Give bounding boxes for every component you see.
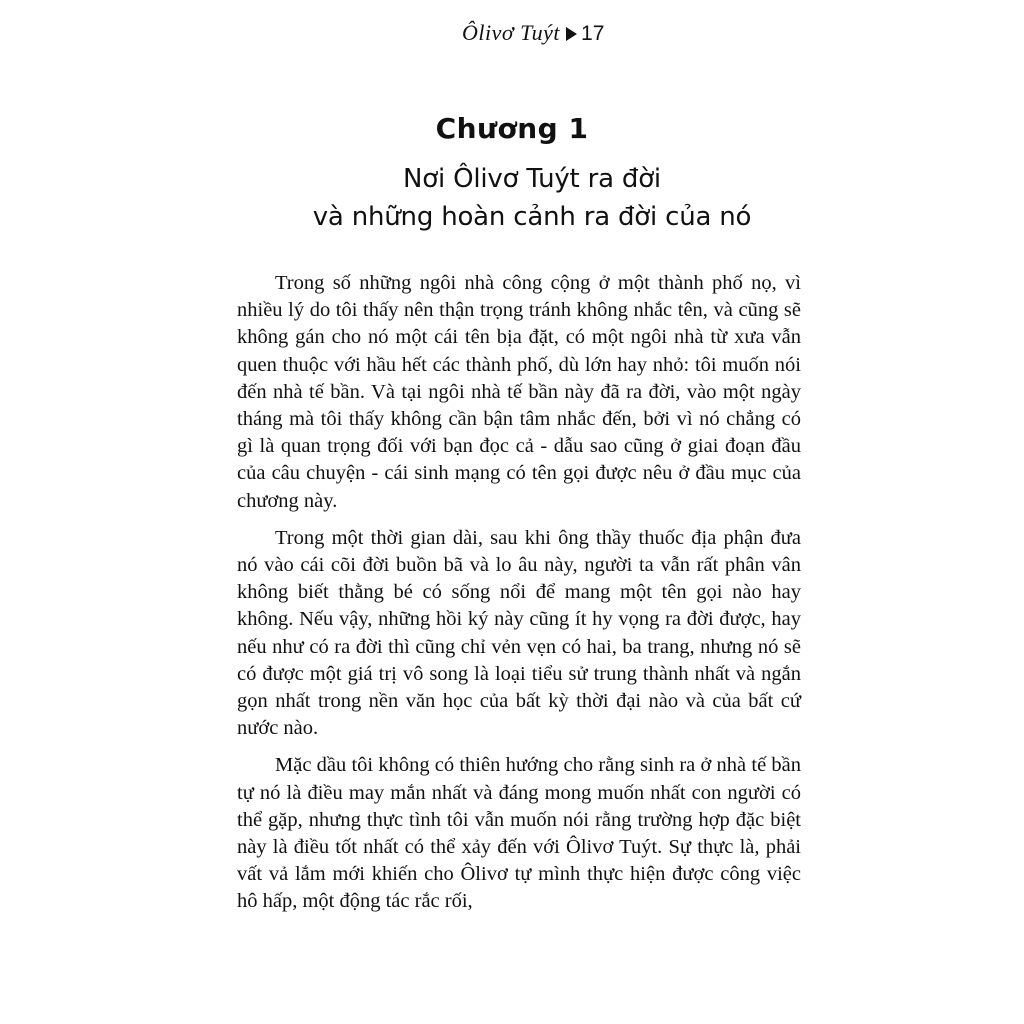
page-number: 17 [581,22,605,45]
chapter-title-line-1: Nơi Ôlivơ Tuýt ra đời [403,164,661,194]
body-text [237,270,801,926]
arrow-right-icon [566,27,577,41]
paragraph: Mặc dầu tôi không có thiên hướng cho rằng sinh ra ở nhà tế bần tự nó là điều may mắn nhất và đáng mong muốn nhất con người có thể gặp, nhưng thực tình tôi vẫn muốn nói rằng trường hợp đặc biệt này là điều tốt nhất có thể xảy đến với Ôlivơ Tuýt. Sự thực là, phải vất vả lắm mới khiến cho Ôlivơ tự mình thực hiện được công việc hô hấp, một động tác rắc rối, [237,754,801,913]
running-header [462,20,604,46]
chapter-title-line-2: và những hoàn cảnh ra đời của nó [312,202,752,232]
chapter-label: Chương 1 [435,112,589,145]
paragraph: Trong số những ngôi nhà công cộng ở một thành phố nọ, vì nhiều lý do tôi thấy nên thận trọng tránh không nhắc tên, và cũng sẽ không gán cho nó một cái tên bịa đặt, có một ngôi nhà từ xưa vẫn quen thuộc với hầu hết các thành phố, dù lớn hay nhỏ: tôi muốn nói đến nhà tế bần. Và tại ngôi nhà tế bần này đã ra đời, vào một ngày tháng mà tôi thấy không cần bận tâm nhắc đến, bởi vì nó chẳng có gì là quan trọng đối với bạn đọc cả - dẫu sao cũng ở giai đoạn đầu của câu chuyện - cái sinh mạng có tên gọi được nêu ở đầu mục của chương này. [237,272,801,512]
chapter-title [0,160,1024,236]
paragraph: Trong một thời gian dài, sau khi ông thầy thuốc địa phận đưa nó vào cái cõi đời buồn bã và lo âu này, người ta vẫn rất phân vân không biết thằng bé có sống nổi để mang một tên gọi nào hay không. Nếu vậy, những hồi ký này cũng ít hy vọng ra đời được, hay nếu như có ra đời thì cũng chỉ vẻn vẹn có hai, ba trang, nhưng nó sẽ có được một giá trị vô song là loại tiểu sử trung thành nhất và ngắn gọn nhất trong nền văn học của bất kỳ thời đại nào và của bất cứ nước nào. [237,526,801,740]
running-title: Ôlivơ Tuýt [462,20,561,45]
